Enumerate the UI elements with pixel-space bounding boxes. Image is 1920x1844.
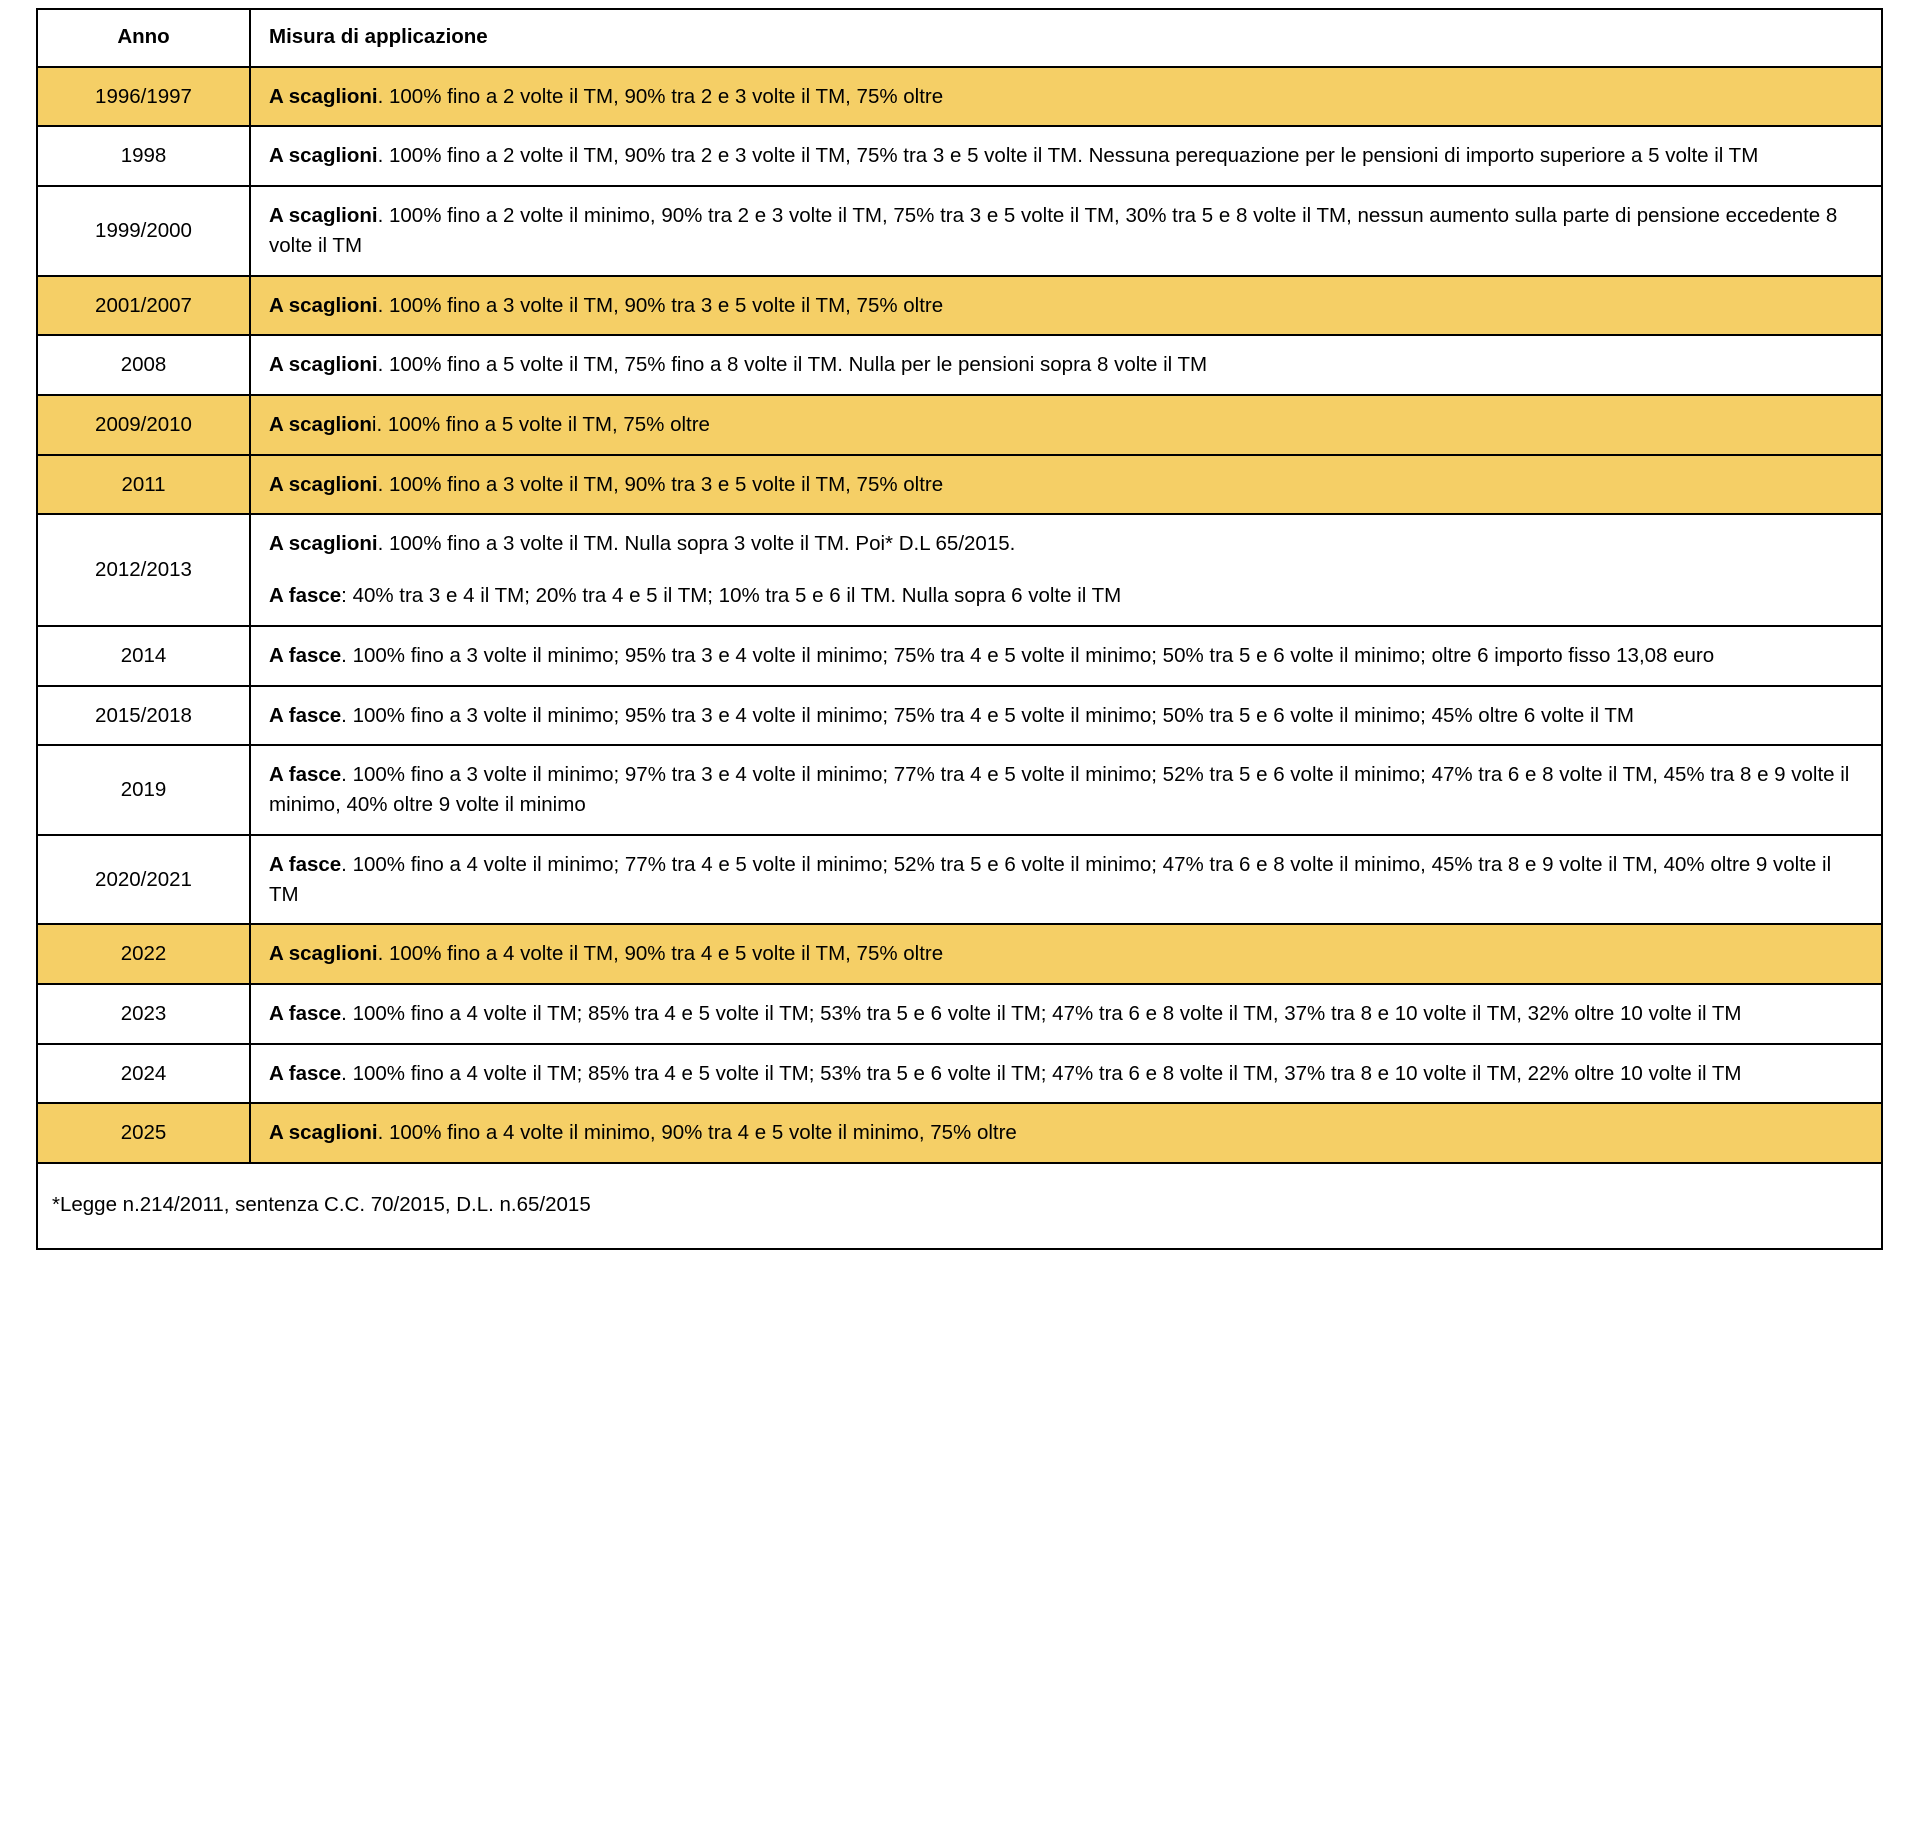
table-row	[37, 395, 1882, 455]
cell-misura	[250, 924, 1882, 984]
table-row	[37, 514, 1882, 625]
footnote-text: *Legge n.214/2011, sentenza C.C. 70/2015, D.L. n.65/2015	[37, 1163, 1882, 1249]
misura-type-label: A fasce	[269, 703, 342, 727]
column-header-misura: Misura di applicazione	[250, 9, 1882, 67]
misura-paragraph	[269, 1118, 1865, 1148]
table-row	[37, 626, 1882, 686]
cell-anno: 2014	[37, 626, 250, 686]
misura-type-label: A fasce	[269, 852, 342, 876]
misura-type-label: A scaglioni	[269, 293, 378, 317]
table-row	[37, 1044, 1882, 1104]
cell-anno: 2025	[37, 1103, 250, 1163]
table-row	[37, 984, 1882, 1044]
cell-misura	[250, 126, 1882, 186]
table-body	[37, 67, 1882, 1163]
misura-detail-text: . 100% fino a 4 volte il minimo, 90% tra 4 e 5 volte il minimo, 75% oltre	[377, 1121, 1017, 1145]
misura-paragraph	[269, 1059, 1865, 1089]
misura-detail-text: . 100% fino a 5 volte il TM, 75% fino a 8 volte il TM. Nulla per le pensioni sopra 8 volte il TM	[377, 353, 1208, 377]
misura-detail-text: . 100% fino a 2 volte il TM, 90% tra 2 e 3 volte il TM, 75% tra 3 e 5 volte il TM. Nessuna perequazione per le pensioni di importo superiore a 5 volte il TM	[377, 144, 1759, 168]
misura-detail-text: . 100% fino a 3 volte il minimo; 97% tra 3 e 4 volte il minimo; 77% tra 4 e 5 volte il minimo; 52% tra 5 e 6 volte il minimo; 47% tra 6 e 8 volte il TM, 45% tra 8 e 9 volte il minimo, 40% oltre 9 volte il minimo	[269, 763, 1850, 817]
misura-detail-text: . 100% fino a 3 volte il minimo; 95% tra 3 e 4 volte il minimo; 75% tra 4 e 5 volte il minimo; 50% tra 5 e 6 volte il minimo; oltre 6 importo fisso 13,08 euro	[341, 643, 1715, 667]
misura-detail-text: i. 100% fino a 5 volte il TM, 75% oltre	[371, 413, 710, 437]
cell-misura	[250, 626, 1882, 686]
misura-paragraph	[269, 760, 1865, 819]
cell-anno: 2020/2021	[37, 835, 250, 924]
misura-paragraph	[269, 641, 1865, 671]
misura-detail-text: . 100% fino a 4 volte il TM; 85% tra 4 e 5 volte il TM; 53% tra 5 e 6 volte il TM; 47% tra 6 e 8 volte il TM, 37% tra 8 e 10 volte il TM, 32% oltre 10 volte il TM	[341, 1001, 1742, 1025]
misura-type-label: A scaglioni	[269, 472, 378, 496]
misura-type-label: A fasce	[269, 1061, 342, 1085]
misura-detail-text: . 100% fino a 2 volte il TM, 90% tra 2 e 3 volte il TM, 75% oltre	[377, 84, 944, 108]
misura-paragraph	[269, 291, 1865, 321]
misura-detail-text: . 100% fino a 4 volte il TM; 85% tra 4 e 5 volte il TM; 53% tra 5 e 6 volte il TM; 47% tra 6 e 8 volte il TM, 37% tra 8 e 10 volte il TM, 22% oltre 10 volte il TM	[341, 1061, 1742, 1085]
cell-anno: 1998	[37, 126, 250, 186]
misura-type-label: A scaglioni	[269, 144, 378, 168]
misura-paragraph	[269, 939, 1865, 969]
misura-paragraph	[269, 850, 1865, 909]
table-row	[37, 455, 1882, 515]
table-header-row	[37, 9, 1882, 67]
table-row	[37, 276, 1882, 336]
cell-misura	[250, 67, 1882, 127]
misura-type-label: A scaglioni	[269, 1121, 378, 1145]
cell-anno: 2008	[37, 335, 250, 395]
misura-paragraph	[269, 82, 1865, 112]
cell-anno: 2009/2010	[37, 395, 250, 455]
table-row	[37, 67, 1882, 127]
table-row	[37, 745, 1882, 834]
misura-paragraph	[269, 701, 1865, 731]
misura-paragraph	[269, 410, 1865, 440]
misura-detail-text: : 40% tra 3 e 4 il TM; 20% tra 4 e 5 il TM; 10% tra 5 e 6 il TM. Nulla sopra 6 volte il TM	[341, 584, 1122, 608]
cell-misura	[250, 514, 1882, 625]
footnote-row	[37, 1163, 1882, 1249]
column-header-anno: Anno	[37, 9, 250, 67]
misura-detail-text: . 100% fino a 3 volte il TM, 90% tra 3 e 5 volte il TM, 75% oltre	[377, 472, 944, 496]
misura-type-label: A scaglioni	[269, 942, 378, 966]
misura-type-label: A scaglioni	[269, 204, 378, 228]
misura-type-label: A fasce	[269, 763, 342, 787]
cell-anno: 2011	[37, 455, 250, 515]
misura-paragraph	[269, 201, 1865, 260]
cell-misura	[250, 686, 1882, 746]
cell-anno: 2023	[37, 984, 250, 1044]
cell-misura	[250, 984, 1882, 1044]
misura-type-label: A scaglioni	[269, 353, 378, 377]
table-footer	[37, 1163, 1882, 1249]
misura-paragraph	[269, 529, 1865, 559]
misura-paragraph	[269, 470, 1865, 500]
misura-detail-text: . 100% fino a 4 volte il minimo; 77% tra 4 e 5 volte il minimo; 52% tra 5 e 6 volte il minimo; 47% tra 6 e 8 volte il minimo, 45% tra 8 e 9 volte il TM, 40% oltre 9 volte il TM	[269, 852, 1832, 906]
cell-anno: 2015/2018	[37, 686, 250, 746]
misura-type-label: A fasce	[269, 584, 342, 608]
cell-misura	[250, 745, 1882, 834]
misura-detail-text: . 100% fino a 3 volte il TM. Nulla sopra 3 volte il TM. Poi* D.L 65/2015.	[377, 532, 1016, 556]
cell-misura	[250, 186, 1882, 275]
table-row	[37, 686, 1882, 746]
cell-misura	[250, 276, 1882, 336]
misura-type-label: A fasce	[269, 643, 342, 667]
cell-misura	[250, 835, 1882, 924]
misura-paragraph	[269, 350, 1865, 380]
misura-detail-text: . 100% fino a 4 volte il TM, 90% tra 4 e 5 volte il TM, 75% oltre	[377, 942, 944, 966]
table-row	[37, 924, 1882, 984]
cell-anno: 2012/2013	[37, 514, 250, 625]
table-row	[37, 1103, 1882, 1163]
cell-misura	[250, 1103, 1882, 1163]
perequazione-table	[36, 8, 1883, 1250]
misura-paragraph	[269, 999, 1865, 1029]
misura-paragraph	[269, 581, 1865, 611]
misura-detail-text: . 100% fino a 3 volte il minimo; 95% tra 3 e 4 volte il minimo; 75% tra 4 e 5 volte il minimo; 50% tra 5 e 6 volte il minimo; 45% oltre 6 volte il TM	[341, 703, 1634, 727]
table-row	[37, 335, 1882, 395]
cell-misura	[250, 335, 1882, 395]
cell-misura	[250, 455, 1882, 515]
cell-anno: 2024	[37, 1044, 250, 1104]
table-row	[37, 835, 1882, 924]
cell-anno: 1996/1997	[37, 67, 250, 127]
cell-misura	[250, 1044, 1882, 1104]
cell-anno: 2019	[37, 745, 250, 834]
misura-type-label: A scaglioni	[269, 532, 378, 556]
misura-detail-text: . 100% fino a 3 volte il TM, 90% tra 3 e 5 volte il TM, 75% oltre	[377, 293, 944, 317]
table-row	[37, 186, 1882, 275]
misura-detail-text: . 100% fino a 2 volte il minimo, 90% tra 2 e 3 volte il TM, 75% tra 3 e 5 volte il TM, 30% tra 5 e 8 volte il TM, nessun aumento sulla parte di pensione eccedente 8 volte il TM	[269, 204, 1838, 257]
cell-misura	[250, 395, 1882, 455]
table-row	[37, 126, 1882, 186]
table-header	[37, 9, 1882, 67]
misura-type-label: A scaglion	[269, 413, 372, 437]
cell-anno: 1999/2000	[37, 186, 250, 275]
cell-anno: 2001/2007	[37, 276, 250, 336]
misura-paragraph	[269, 141, 1865, 171]
misura-type-label: A fasce	[269, 1001, 342, 1025]
misura-type-label: A scaglioni	[269, 84, 378, 108]
cell-anno: 2022	[37, 924, 250, 984]
